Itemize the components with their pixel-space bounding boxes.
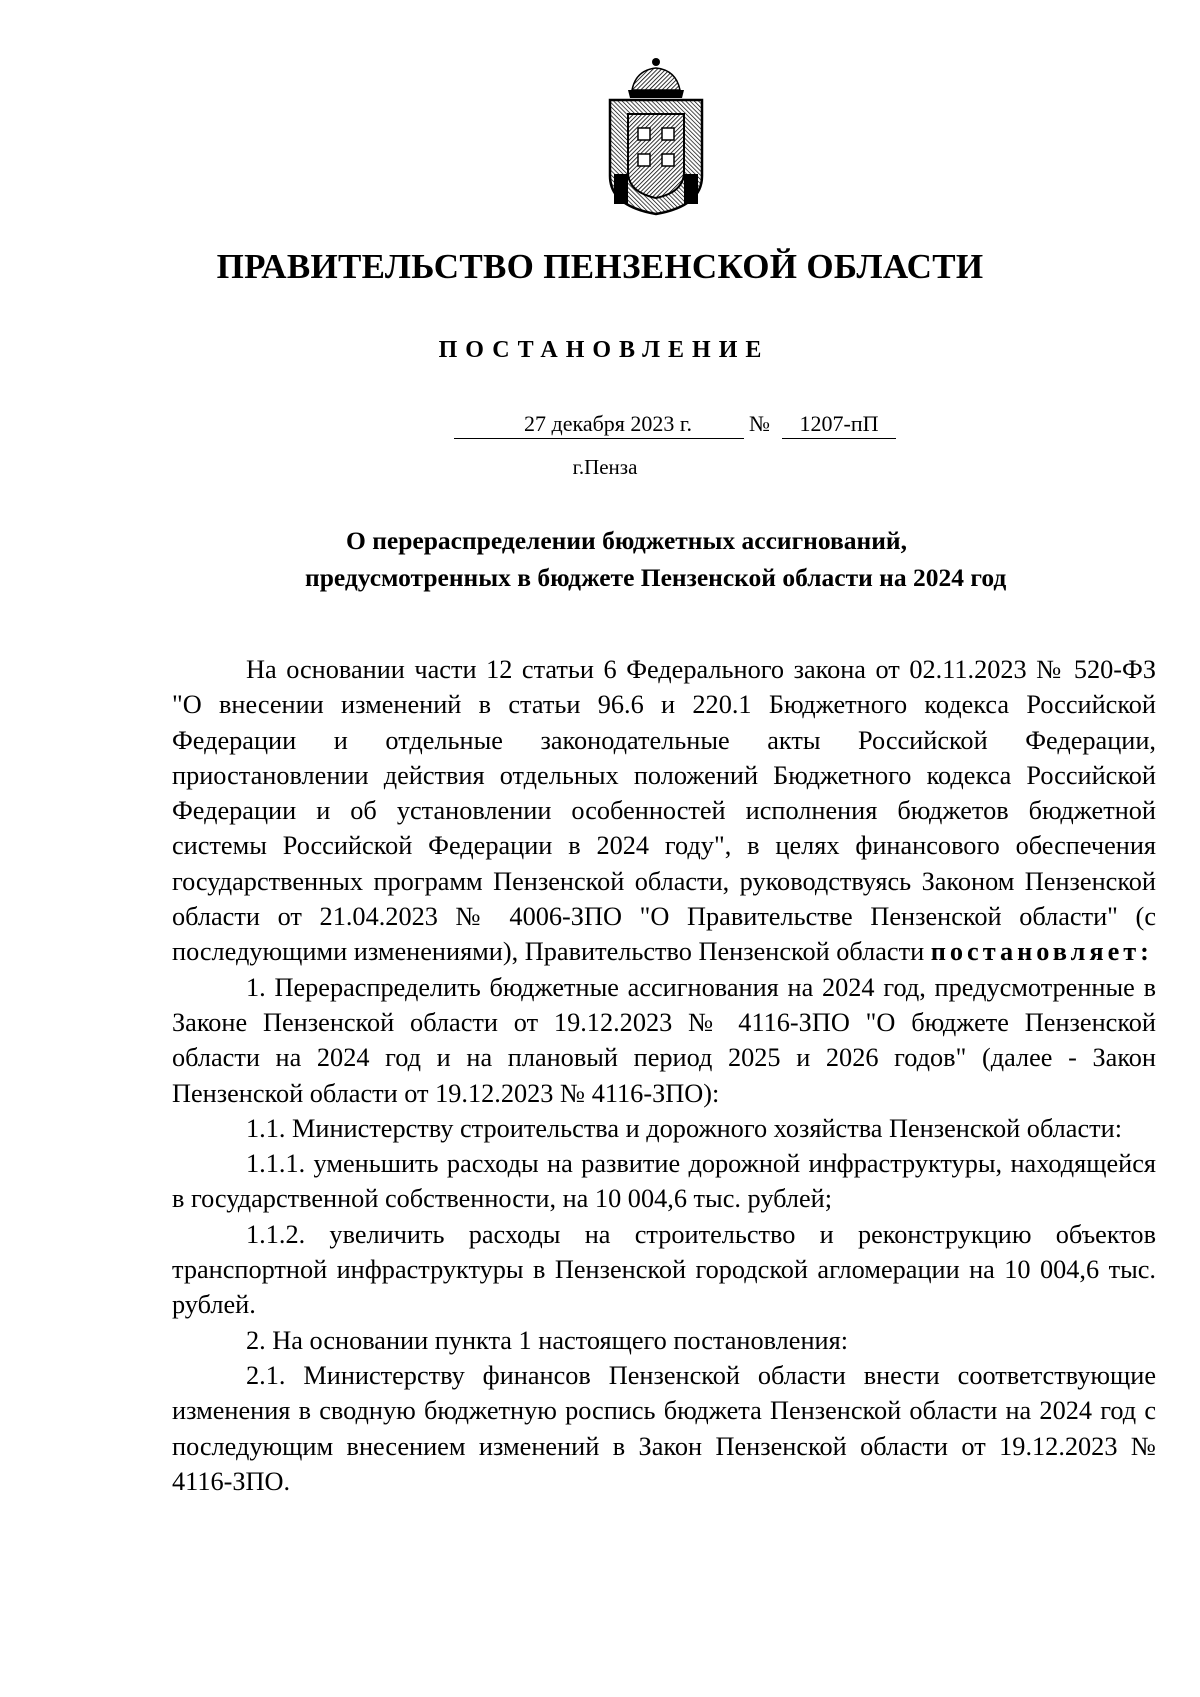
decree-word: постановляет: <box>930 937 1153 967</box>
organization-title: ПРАВИТЕЛЬСТВО ПЕНЗЕНСКОЙ ОБЛАСТИ <box>216 247 984 286</box>
paragraph-1-1-2: 1.1.2. увеличить расходы на строительство и реконструкцию объектов транспортной инфраструктуры в Пензенской городской агломерации на 10 004,6 тыс. рублей. <box>172 1219 1156 1320</box>
subject-line-1: О перераспределении бюджетных ассигнований, <box>346 526 907 555</box>
coat-of-arms-emblem <box>602 56 710 216</box>
preamble-text: На основании части 12 статьи 6 Федерального закона от 02.11.2023 № 520-ФЗ "О внесении изменений в статьи 96.6 и 220.1 Бюджетного кодекса Российской Федерации и отдельные законодательные акты Российской Федерации, приостановлении действия отдельных положений Бюджетного кодекса Российской Федерации и об установлении особенностей исполнения бюджетов бюджетной системы Российской Федерации в 2024 году", в целях финансового обеспечения государственных программ Пензенской области, руководствуясь Законом Пензенской области от 21.04.2023 № 4006-ЗПО "О Правительстве Пензенской области" (с последующими изменениями), Правительство Пензенской области <box>172 655 1156 967</box>
city-name: г.Пенза <box>572 455 638 479</box>
paragraph-2: 2. На основании пункта 1 настоящего постановления: <box>246 1325 849 1355</box>
number-sign: № <box>749 411 770 436</box>
paragraph-2-1: 2.1. Министерству финансов Пензенской области внести соответствующие изменения в сводную бюджетную роспись бюджета Пензенской области на 2024 год с последующим внесением изменений в Закон Пензенской области от 19.12.2023 № 4116-ЗПО. <box>172 1360 1156 1496</box>
document-date: 27 декабря 2023 г. <box>454 410 744 439</box>
document-subject <box>0 522 1200 596</box>
subject-line-2: предусмотренных в бюджете Пензенской области на 2024 год <box>305 563 1007 592</box>
date-number-line <box>0 410 1200 444</box>
paragraph-1-1: 1.1. Министерству строительства и дорожного хозяйства Пензенской области: <box>246 1113 1123 1143</box>
document-body <box>172 652 1156 1499</box>
document-number: 1207-пП <box>782 410 896 439</box>
preamble-paragraph <box>172 652 1156 970</box>
document-type-title: ПОСТАНОВЛЕНИЕ <box>438 337 770 363</box>
paragraph-1: 1. Перераспределить бюджетные ассигнования на 2024 год, предусмотренные в Законе Пензенской области от 19.12.2023 № 4116-ЗПО "О бюджете Пензенской области на 2024 год и на плановый период 2025 и 2026 годов" (далее - Закон Пензенской области от 19.12.2023 № 4116-ЗПО): <box>172 972 1156 1108</box>
paragraph-1-1-1: 1.1.1. уменьшить расходы на развитие дорожной инфраструктуры, находящейся в государственной собственности, на 10 004,6 тыс. рублей; <box>172 1149 1156 1214</box>
